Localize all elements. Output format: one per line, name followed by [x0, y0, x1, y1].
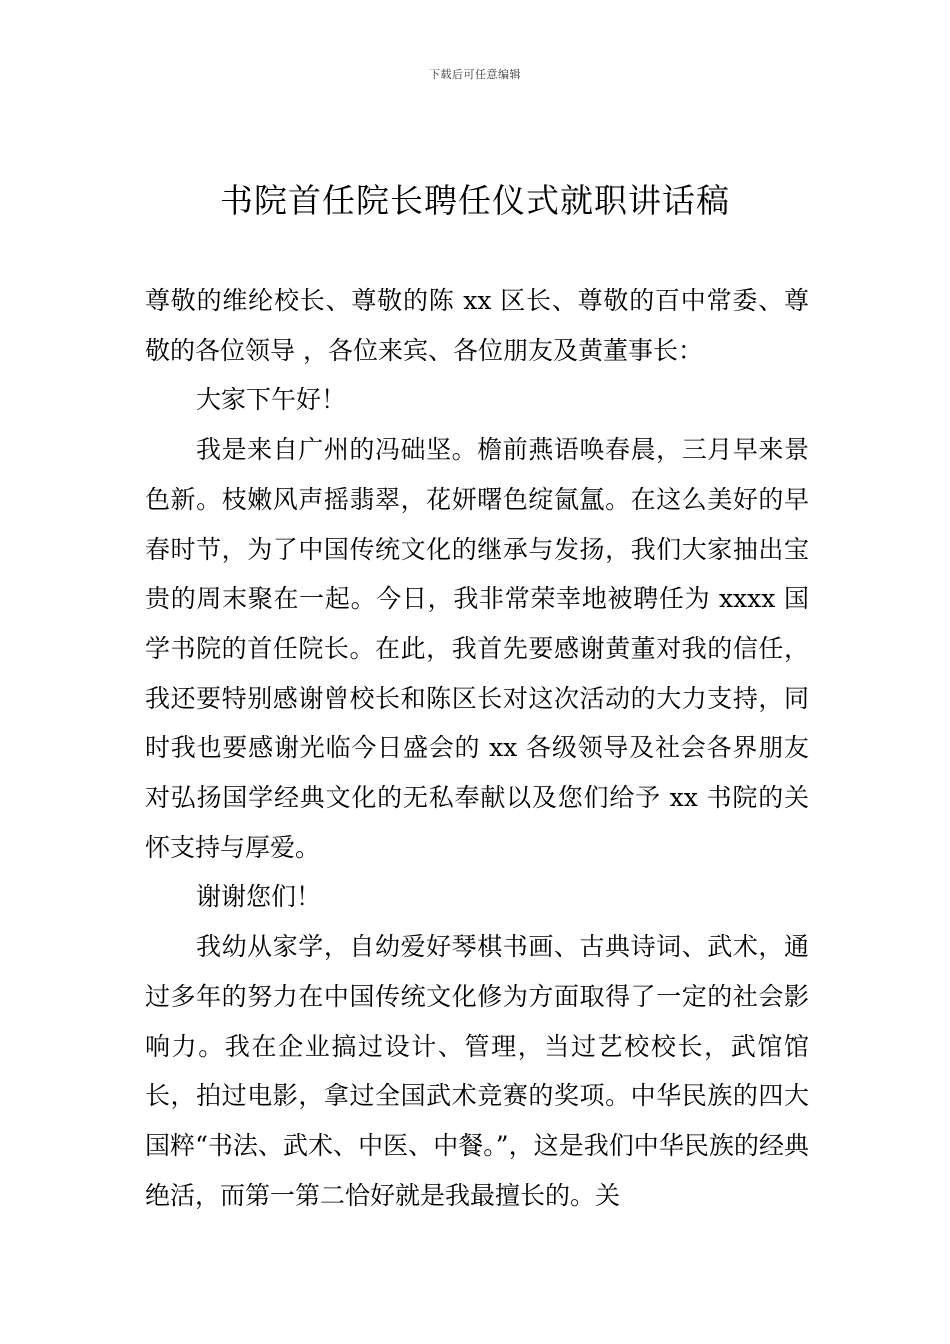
greeting-paragraph: 大家下午好！ — [196, 385, 347, 415]
introduction-paragraph: 我是来自广州的冯础坚。檐前燕语唤春晨，三月早来景色新。枝嫩风声摇翡翠，花妍曙色绽氤氲。在这么美好的早春时节，为了中国传统文化的继承与发扬，我们大家抽出宝贵的周末聚在一起。今日，我非常荣幸地被聘任为 xxxx 国学书院的首任院长。在此，我首先要感谢黄董对我的信任，我还要特别感谢曾校长和陈区长对这次活动的大力支持，同时我也要感谢光临今日盛会的 xx 各级领导及社会各界朋友对弘扬国学经典文化的无私奉献以及您们给予 xx 书院的关怀支持与厚爱。 — [145, 435, 809, 862]
salutation-paragraph: 尊敬的维纶校长、尊敬的陈 xx 区长、尊敬的百中常委、尊敬的各位领导 ，各位来宾、各位朋友及黄董事长： — [145, 286, 809, 365]
background-paragraph: 我幼从家学，自幼爱好琴棋书画、古典诗词、武术，通过多年的努力在中国传统文化修为方面取得了一定的社会影响力。我在企业搞过设计、管理，当过艺校校长，武馆馆长，拍过电影，拿过全国武术竞赛的奖项。中华民族的四大国粹“书法、武术、中医、中餐。”，这是我们中华民族的经典绝活，而第一第二恰好就是我最擅长的。关 — [145, 932, 809, 1210]
header-note: 下载后可任意编辑 — [429, 68, 521, 81]
document-body — [145, 276, 809, 1220]
document-title: 书院首任院长聘任仪式就职讲话稿 — [220, 181, 730, 220]
thanks-paragraph: 谢谢您们！ — [196, 882, 322, 912]
